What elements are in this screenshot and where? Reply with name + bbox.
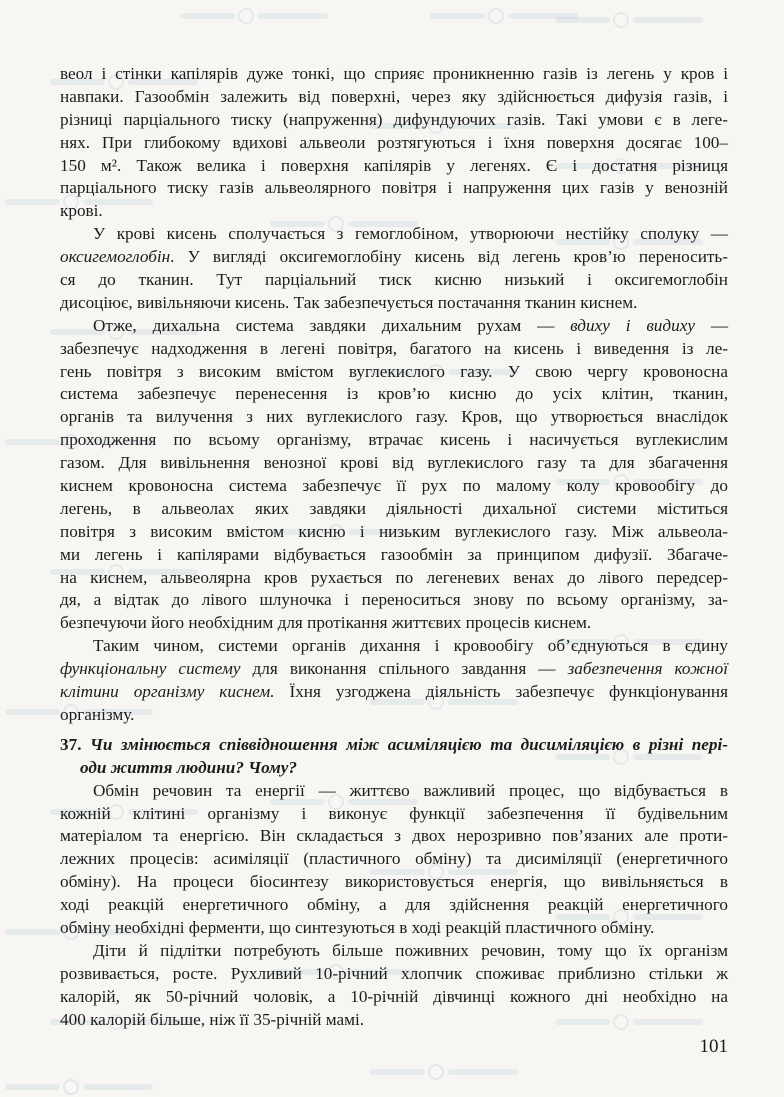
text-line (60, 452, 728, 475)
text-line (60, 940, 728, 963)
text-line (60, 86, 728, 109)
text-span: проходження по всьому організму, втрачає кисень і насичується вуглекислим (60, 430, 728, 450)
text-span: система забезпечує перенесення із кров’ю кисню до усіх клітин, тканин, (60, 384, 728, 404)
text-span: для виконання спільного завдання — (240, 659, 568, 679)
text-line (60, 338, 728, 361)
text-line (60, 612, 728, 635)
paragraph (60, 223, 728, 315)
text-span: — (694, 315, 729, 335)
text-span: парціального тиску газів альвеолярного повітря і напруження цих газів у венозній (60, 178, 728, 198)
text-line (60, 246, 728, 269)
text-span: розвивається, росте. Рухливий 10-річний хлопчик споживає приблизно стільки ж (60, 963, 728, 983)
text-span: ході реакцій енергетичного обміну, а для здійснення реакцій енергетичного (60, 895, 728, 915)
watermark-logo (180, 9, 328, 23)
text-line (60, 292, 728, 315)
text-span: крові. (60, 201, 103, 221)
text-line (60, 475, 728, 498)
paragraph (60, 63, 728, 223)
paragraph (60, 780, 728, 940)
text-line (60, 155, 728, 178)
text-span: безпечуючи його необхідним для протікання життєвих процесів киснем. (60, 613, 592, 633)
text-span: обміну необхідні ферменти, що синтезуються в ході реакцій пластичного обміну. (60, 917, 655, 937)
text-span: навпаки. Газообмін залежить від поверхні, через яку здійснюється дифузія газів, і (60, 86, 728, 106)
text-line (60, 521, 728, 544)
text-line (60, 63, 728, 86)
text-line (60, 567, 728, 590)
italic-term: функціональну систему (60, 659, 241, 679)
text-line (60, 109, 728, 132)
watermark-logo (555, 13, 703, 27)
paragraph (60, 940, 728, 1032)
watermark-logo (5, 1080, 153, 1094)
italic-term: клітини організму киснем. (60, 682, 275, 702)
text-span: нях. При глибокому вдихові альвеоли розтягуються і їхня поверхня досягає 100– (60, 132, 728, 152)
text-span: Отже, дихальна система завдяки дихальним рухам — (93, 315, 571, 335)
text-line (60, 635, 728, 658)
text-line (60, 757, 728, 780)
text-span: забезпечує надходження в легені повітря, багатого на кисень і виведення із ле- (60, 338, 728, 358)
text-span: газом. Для вивільнення венозної крові від вуглекислого газу та для збагачення (60, 453, 728, 473)
watermark-logo (370, 1065, 518, 1079)
text-span: повітря з високим вмістом кисню і низьким вуглекислого газу. Між альвеола- (60, 521, 728, 541)
text-span: киснем кровоносна система забезпечує її рух по малому колу кровообігу до (60, 476, 728, 496)
text-line (60, 315, 728, 338)
text-span: обміну). На процеси біосинтезу використовується енергія, що вивільняється в (60, 872, 728, 892)
question-heading (60, 734, 728, 780)
text-span: кожній клітині організму і виконує функції забезпечення її будівельним (60, 803, 728, 823)
text-span: на киснем, альвеолярна кров рухається по легеневих венах до лівого передсер- (60, 567, 728, 587)
text-span: організму. (60, 704, 135, 724)
text-span: Діти й підлітки потребують більше поживних речовин, тому що їх організм (93, 940, 728, 960)
text-line (60, 780, 728, 803)
watermark-logo (430, 9, 578, 23)
text-line (60, 803, 728, 826)
paragraph (60, 635, 728, 727)
italic-term: вдиху і видиху (570, 315, 695, 335)
text-line (60, 894, 728, 917)
text-span: різниці парціального тиску (напруження) дифундуючих газів. Такі умови є в леге- (60, 109, 728, 129)
text-line (60, 177, 728, 200)
text-span: ми легень і капілярами відбувається газообмін за принципом дифузії. Збагаче- (60, 544, 728, 564)
text-span: 400 калорій більше, ніж її 35-річній мамі. (60, 1009, 365, 1029)
text-line (60, 704, 728, 727)
text-span: оди життя людини? Чому? (80, 757, 298, 777)
text-line (60, 498, 728, 521)
text-line (60, 1009, 728, 1032)
text-line (60, 848, 728, 871)
text-span: . У вигляді оксигемоглобіну кисень від легень кров’ю переносить- (170, 247, 728, 267)
text-span: дисоціює, вивільняючи кисень. Так забезпечується постачання тканин киснем. (60, 292, 638, 312)
text-line (60, 223, 728, 246)
text-line (60, 681, 728, 704)
text-line (60, 658, 728, 681)
text-line (60, 361, 728, 384)
italic-term: оксигемоглобін (60, 247, 171, 267)
text-span: Обмін речовин та енергії — життєво важливий процес, що відбувається в (93, 780, 728, 800)
text-span: матеріалом та енергією. Він складається з двох нерозривно пов’язаних але проти- (60, 826, 728, 846)
text-line (60, 383, 728, 406)
text-line (60, 871, 728, 894)
text-line (60, 589, 728, 612)
text-span: органів та вилучення з них вуглекислого газу. Кров, що утворюється внаслідок (60, 407, 728, 427)
text-line (60, 544, 728, 567)
text-line (60, 200, 728, 223)
page-number: 101 (699, 1036, 728, 1057)
text-span: 150 м². Також велика і поверхня капілярів у легенях. Є і достатня різниця (60, 155, 728, 175)
text-line (60, 963, 728, 986)
text-span: гень повітря з високим вмістом вуглекислого газу. У свою чергу кровоносна (60, 361, 728, 381)
italic-term: забезпечення кожної (567, 659, 728, 679)
text-span: Чи змінюється співвідношення між асиміляцією та дисиміляцією в різні пері- (89, 734, 729, 754)
text-span: У крові кисень сполучається з гемоглобіном, утворюючи нестійку сполуку — (93, 224, 728, 244)
text-line (60, 429, 728, 452)
text-span: лежних процесів: асиміляції (пластичного обміну) та дисиміляції (енергетичного (60, 849, 728, 869)
text-line (60, 825, 728, 848)
text-line (60, 269, 728, 292)
document-page (60, 63, 728, 1031)
text-span: Їхня узгоджена діяльність забезпечує функціонування (274, 682, 728, 702)
text-line (60, 406, 728, 429)
text-span: веол і стінки капілярів дуже тонкі, що сприяє проникненню газів із легень у кров і (60, 64, 728, 83)
text-line (60, 132, 728, 155)
question-number: 37. (60, 734, 90, 754)
text-line (60, 986, 728, 1009)
text-span: Таким чином, системи органів дихання і кровообігу об’єднуються в єдину (93, 636, 728, 656)
paragraph (60, 315, 728, 635)
text-line (60, 734, 728, 757)
text-span: легень, в альвеолах яких завдяки діяльності дихальної системи міститься (60, 498, 728, 518)
text-span: калорій, як 50-річний чоловік, а 10-річній дівчинці кожного дні необхідно на (60, 986, 728, 1006)
text-span: ся до тканин. Тут парціальний тиск кисню низький і оксигемоглобін (60, 270, 728, 290)
text-line (60, 917, 728, 940)
text-span: дя, а відтак до лівого шлуночка і переноситься знову по всьому організму, за- (60, 590, 728, 610)
